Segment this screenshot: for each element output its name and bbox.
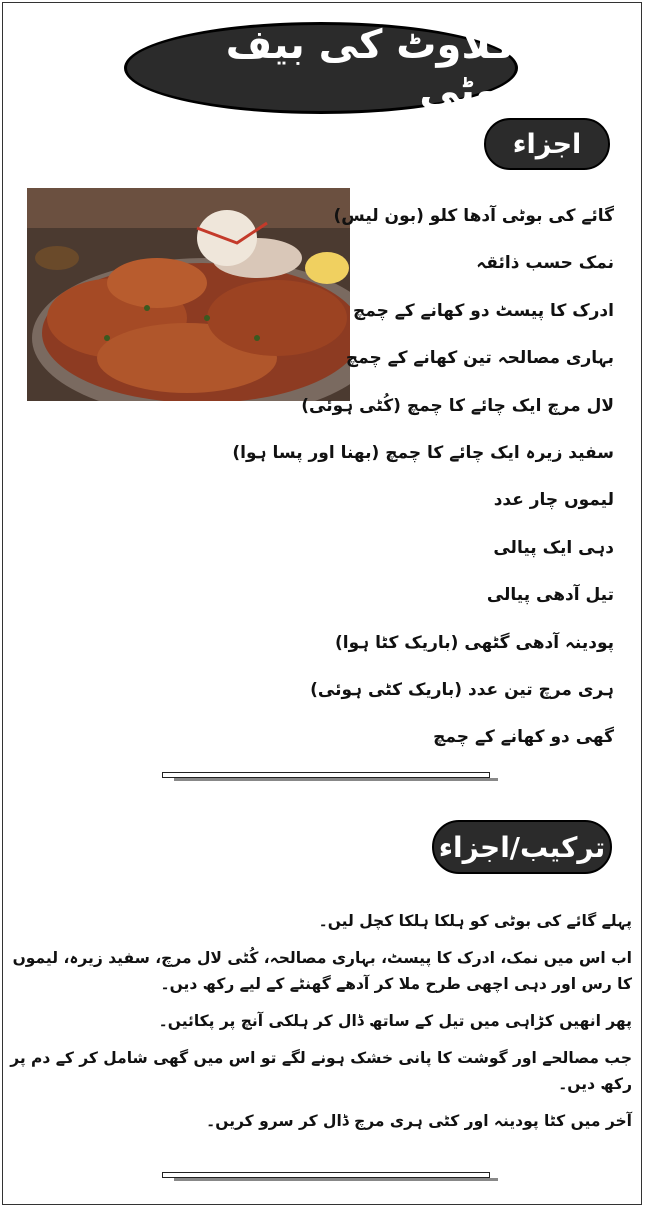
method-step: پھر انھیں کڑاہی میں تیل کے ساتھ ڈال کر ہلکی آنچ پر پکائیں۔ [158,1012,632,1030]
section-divider [162,1172,498,1179]
method-steps [8,908,632,1145]
ingredient-item: نمک حسب ذائقہ [476,253,614,274]
ingredient-item: تیل آدھی پیالی [486,585,614,606]
ingredient-item: ہری مرچ تین عدد (باریک کٹی ہوئی) [310,679,614,700]
ingredients-list [232,196,614,765]
method-step: آخر میں کٹا پودینہ اور کٹی ہری مرچ ڈال کر سرو کریں۔ [206,1112,632,1130]
recipe-title: گلاوٹ کی بیف بوٹی [124,22,518,114]
method-heading: ترکیب/اجزاء [432,820,612,874]
section-divider [162,772,498,779]
method-step: اب اس میں نمک، ادرک کا پیسٹ، بہاری مصالحہ، کُٹی لال مرچ، سفید زیرہ، لیموں کا رس اور دہی اچھی طرح ملا کر آدھے گھنٹے کے لیے رکھ دیں۔ [12,949,632,993]
ingredient-item: سفید زیرہ ایک چائے کا چمچ (بھنا اور پسا ہوا) [232,442,614,463]
ingredient-item: لال مرچ ایک چائے کا چمچ (کُٹی ہوئی) [301,395,614,416]
ingredient-item: دہی ایک پیالی [493,537,614,558]
ingredient-item: بہاری مصالحہ تین کھانے کے چمچ [345,348,614,369]
ingredients-heading: اجزاء [484,118,610,170]
ingredient-item: گھی دو کھانے کے چمچ [433,727,614,748]
method-step: جب مصالحے اور گوشت کا پانی خشک ہونے لگے تو اس میں گھی شامل کر کے دم پر رکھ دیں۔ [10,1049,632,1093]
ingredient-item: گائے کی بوٹی آدھا کلو (بون لیس) [333,206,614,226]
method-step: پہلے گائے کی بوٹی کو ہلکا ہلکا کچل لیں۔ [318,912,632,930]
ingredient-item: ادرک کا پیسٹ دو کھانے کے چمچ [352,300,614,321]
ingredient-item: لیموں چار عدد [493,490,614,511]
ingredient-item: پودینہ آدھی گٹھی (باریک کٹا ہوا) [335,632,614,653]
